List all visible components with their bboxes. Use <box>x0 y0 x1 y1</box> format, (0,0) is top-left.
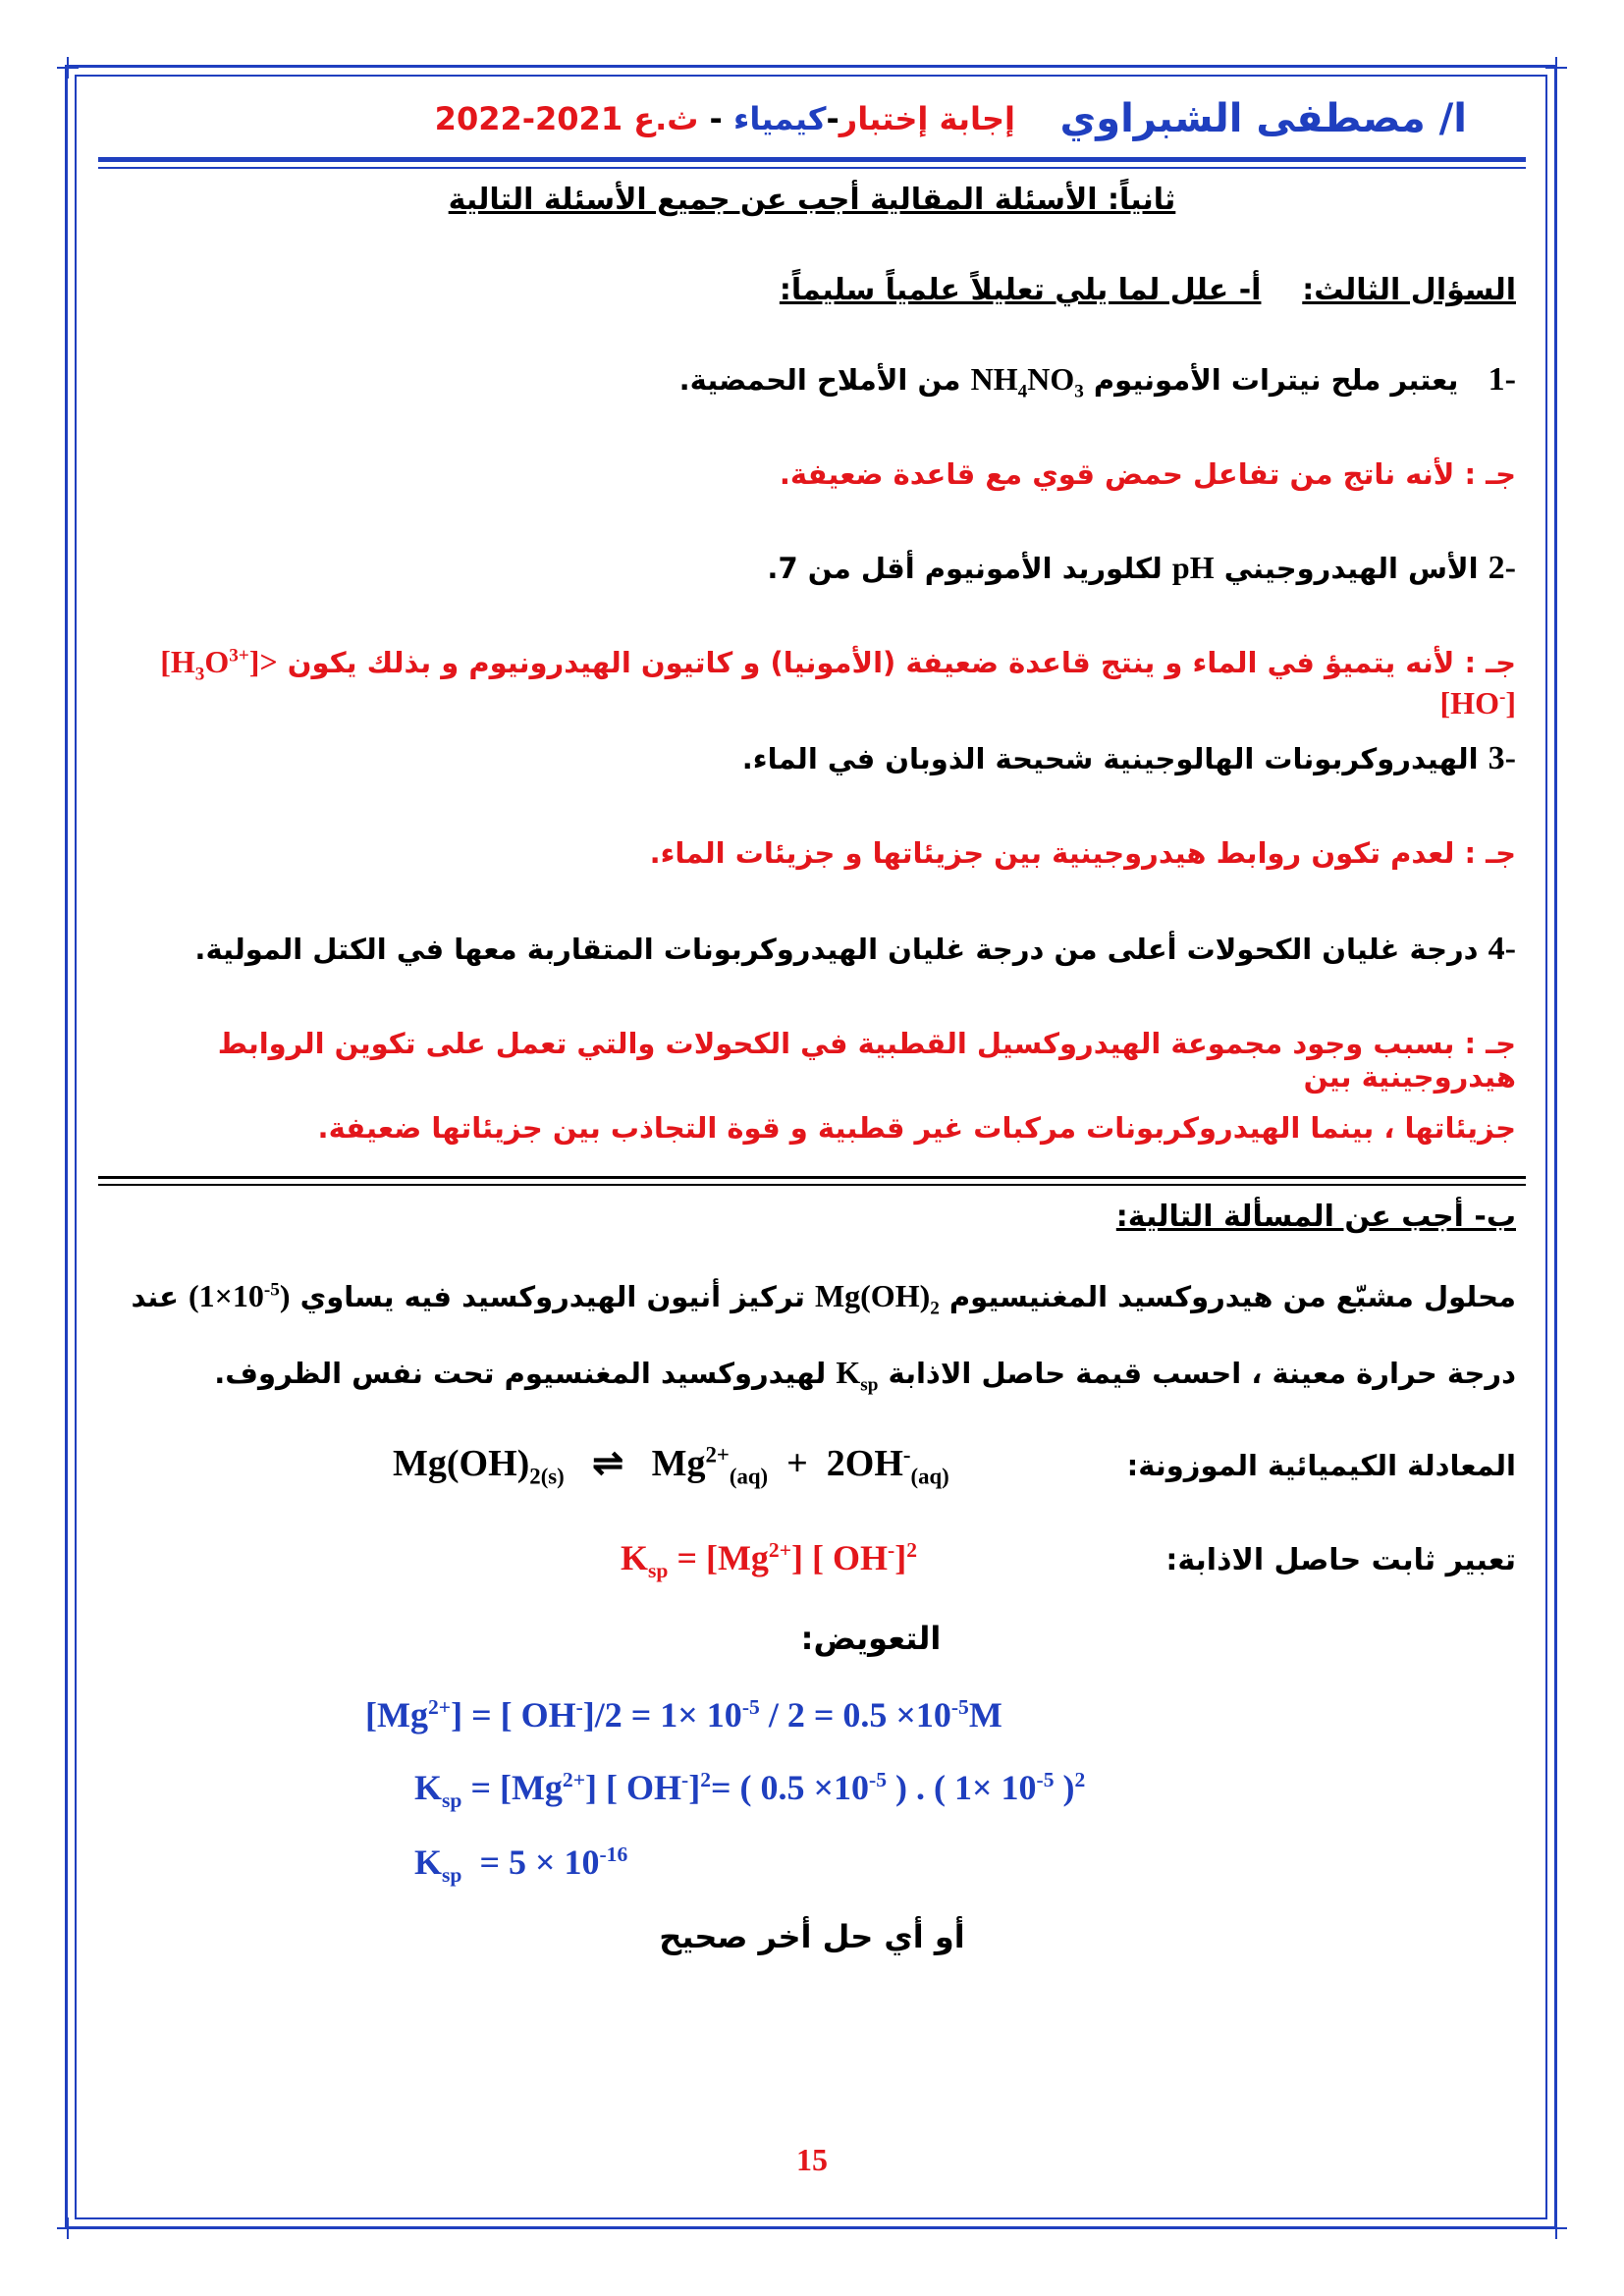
question-text: درجة غليان الكحولات أعلى من درجة غليان الهيدروكربونات المتقاربة معها في الكتل المولية. <box>194 933 1479 966</box>
section-title: ثانياً: الأسئلة المقالية أجب عن جميع الأسئلة التالية <box>448 183 1176 217</box>
question3-label: السؤال الثالث: <box>1302 273 1516 307</box>
answer-text: جـ : لأنه ناتج من تفاعل حمض قوي مع قاعدة ضعيفة. <box>779 457 1516 491</box>
problem-statement: درجة حرارة معينة ، احسب قيمة حاصل الاذابة $K_{sp}$ لهيدروكسيد المغنسيوم تحت نفس الظروف. <box>214 1355 1516 1396</box>
section-divider <box>98 1176 1526 1179</box>
balanced-equation: $Mg(OH)_{2(s)}$ ⇌ $Mg^{2+}_{(aq)} + 2OH^-_{(aq)}$ <box>393 1442 949 1489</box>
exam-term: ث.ع 2021-2022 <box>434 100 699 137</box>
other-solution-note: أو أي حل أخر صحيح <box>659 1918 965 1955</box>
header-rule <box>98 157 1526 162</box>
teacher-name: ا/ مصطفى الشبراوي <box>1059 96 1467 141</box>
ksp-expression: $K_{sp} = [Mg^{2+}]$ [ OH-]$^2$ <box>621 1538 918 1583</box>
answer-text-continued: جزيئاتها ، بينما الهيدروكربونات مركبات غير قطبية و قوة التجاذب بين جزيئاتها ضعيفة. <box>317 1111 1516 1145</box>
question-item: 2- الأس الهيدروجيني pH لكلوريد الأمونيوم أقل من 7. <box>767 550 1516 586</box>
calc-line-1: $[Mg^{2+}]$ = [ $OH^-]/2 = 1\times 10^{-5} / 2 = 0.5 \times 10^{-5}M$ <box>365 1695 1002 1735</box>
question-item: 4- درجة غليان الكحولات أعلى من درجة غليان الهيدروكربونات المتقاربة معها في الكتل المولية. <box>194 931 1516 967</box>
corner-ornament <box>57 2217 79 2239</box>
question-item: 3- الهيدروكربونات الهالوجينية شحيحة الذوبان في الماء. <box>741 740 1516 776</box>
problem-statement: محلول مشبّع من هيدروكسيد المغنيسيوم $Mg(OH)_2$ تركيز أنيون الهيدروكسيد فيه يساوي $(1\times 10^{-5})$ عند <box>131 1278 1516 1319</box>
corner-ornament <box>57 57 79 79</box>
part-b-label: ب- أجب عن المسألة التالية: <box>1115 1200 1516 1234</box>
calc-line-3: $K_{sp} = 5 \times 10^{-16}$ <box>414 1842 628 1888</box>
header-rule <box>98 167 1526 169</box>
answer-text: جـ : بسبب وجود مجموعة الهيدروكسيل القطبية في الكحولات والتي تعمل على تكوين الروابط هيدروجينية بين <box>217 1027 1516 1094</box>
question3-part-a: أ- علل لما يلي تعليلاً علمياً سليماً: <box>779 273 1262 307</box>
question-text: يعتبر ملح نيترات الأمونيوم $NH_4NO_3$ من الأملاح الحمضية. <box>678 361 1459 402</box>
question-text: الهيدروكربونات الهالوجينية شحيحة الذوبان في الماء. <box>741 742 1479 775</box>
question-item: 1- يعتبر ملح نيترات الأمونيوم $NH_4NO_3$ من الأملاح الحمضية. <box>678 361 1516 402</box>
calc-line-2: $K_{sp} = [Mg^{2+}]$ [ OH-]$^2$= ( $0.5 \times 10^{-5}$ ) . ( $1\times 10^{-5}$ )$^2$ <box>414 1768 1086 1813</box>
exam-prefix: إجابة إختبار <box>839 100 1015 137</box>
question-text: الأس الهيدروجيني pH لكلوريد الأمونيوم أقل من 7. <box>767 550 1479 585</box>
answer-text: جـ : لأنه يتميؤ في الماء و ينتج قاعدة ضعيفة (الأمونيا) و كاتيون الهيدرونيوم و بذلك يكون $[H_3O^{3+}]>[HO^-]$ <box>160 644 1516 721</box>
exam-subject: كيمياء <box>732 100 827 137</box>
substitution-label: التعويض: <box>800 1620 942 1657</box>
section-divider <box>98 1184 1526 1186</box>
page-header <box>98 96 1526 155</box>
exam-title: إجابة إختبار-كيمياء - ث.ع 2021-2022 <box>434 100 1015 137</box>
balanced-eq-label: المعادلة الكيميائية الموزونة: <box>1126 1449 1516 1482</box>
page-number: 15 <box>796 2142 828 2177</box>
question3-header <box>108 273 1516 307</box>
corner-ornament <box>1545 57 1567 79</box>
ksp-label: تعبير ثابت حاصل الاذابة: <box>1165 1543 1516 1577</box>
corner-ornament <box>1545 2217 1567 2239</box>
answer-text: جـ : لعدم تكون روابط هيدروجينية بين جزيئاتها و جزيئات الماء. <box>649 836 1516 870</box>
